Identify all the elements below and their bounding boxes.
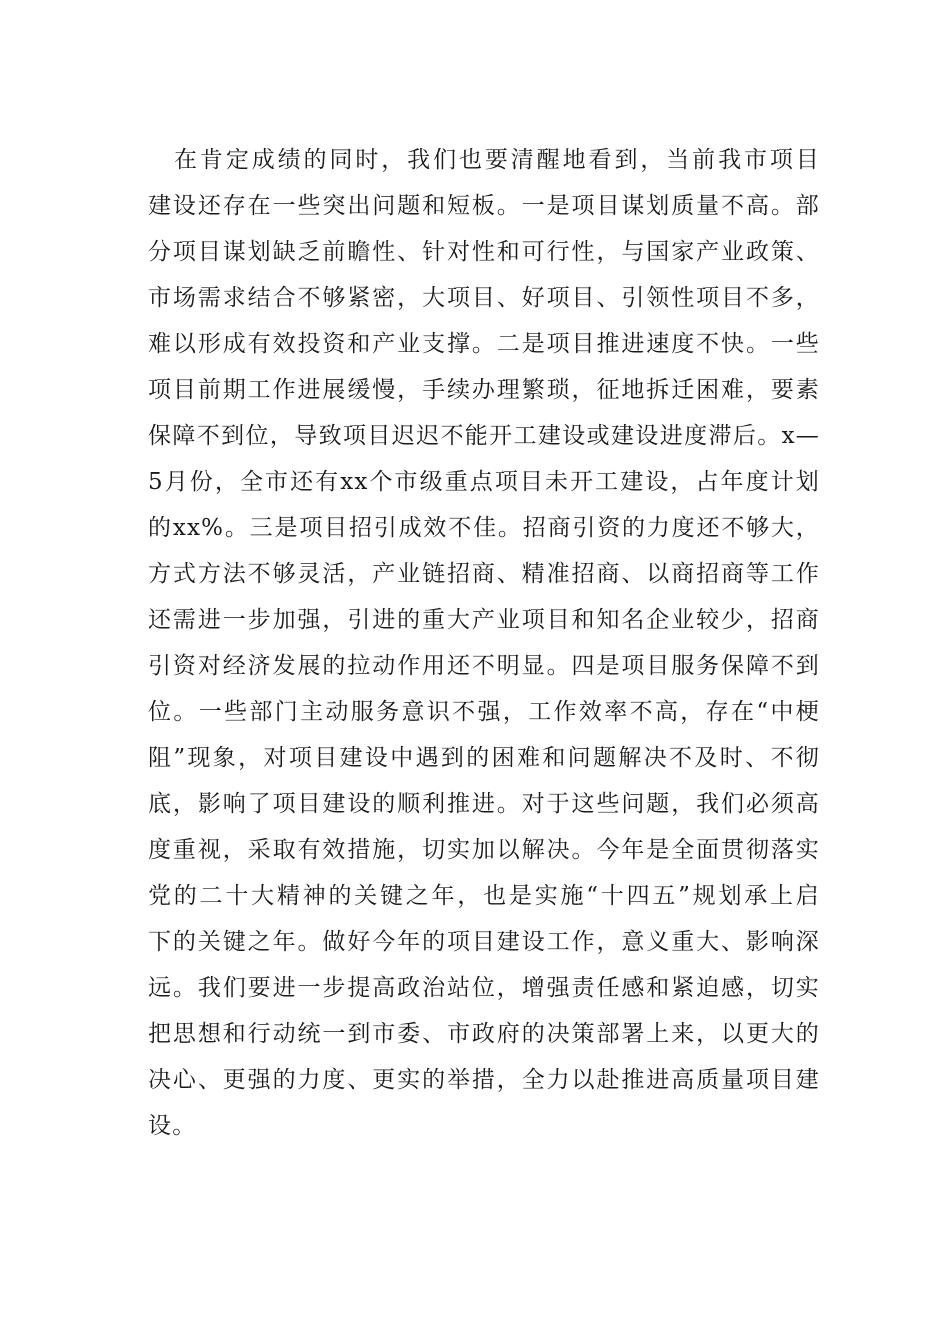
paragraph-line: 决心、更强的力度、更实的举措，全力以赴推进高质量项目建 [148,1067,820,1093]
paragraph-line: 度重视，采取有效措施，切实加以解决。今年是全面贯彻落实 [148,837,820,863]
paragraph-line: 阻”现象，对项目建设中遇到的困难和问题解决不及时、不彻 [148,745,820,771]
paragraph-line: 位。一些部门主动服务意识不强，工作效率不高，存在“中梗 [148,699,820,725]
paragraph-line: 项目前期工作进展缓慢，手续办理繁琐，征地拆迁困难，要素 [148,377,820,403]
body-paragraph [148,137,820,1149]
paragraph-line: 在肯定成绩的同时，我们也要清醒地看到，当前我市项目 [174,147,820,173]
paragraph-line: 引资对经济发展的拉动作用还不明显。四是项目服务保障不到 [148,653,820,679]
paragraph-line: 分项目谋划缺乏前瞻性、针对性和可行性，与国家产业政策、 [148,239,820,265]
paragraph-line: 底，影响了项目建设的顺利推进。对于这些问题，我们必须高 [148,791,820,817]
paragraph-line: 市场需求结合不够紧密，大项目、好项目、引领性项目不多， [148,285,820,311]
paragraph-line: 还需进一步加强，引进的重大产业项目和知名企业较少，招商 [148,607,820,633]
paragraph-line: 5月份，全市还有xx个市级重点项目未开工建设，占年度计划 [148,469,820,495]
paragraph-line: 党的二十大精神的关键之年，也是实施“十四五”规划承上启 [148,883,820,909]
paragraph-line: 建设还存在一些突出问题和短板。一是项目谋划质量不高。部 [148,193,820,219]
paragraph-line: 的xx%。三是项目招引成效不佳。招商引资的力度还不够大， [148,515,820,541]
paragraph-line: 方式方法不够灵活，产业链招商、精准招商、以商招商等工作 [148,561,820,587]
paragraph-line: 难以形成有效投资和产业支撑。二是项目推进速度不快。一些 [148,331,820,357]
paragraph-line: 远。我们要进一步提高政治站位，增强责任感和紧迫感，切实 [148,975,820,1001]
paragraph-line: 设。 [148,1113,197,1139]
paragraph-line: 把思想和行动统一到市委、市政府的决策部署上来，以更大的 [148,1021,820,1047]
paragraph-line: 保障不到位，导致项目迟迟不能开工建设或建设进度滞后。x— [148,423,820,449]
paragraph-line: 下的关键之年。做好今年的项目建设工作，意义重大、影响深 [148,929,820,955]
